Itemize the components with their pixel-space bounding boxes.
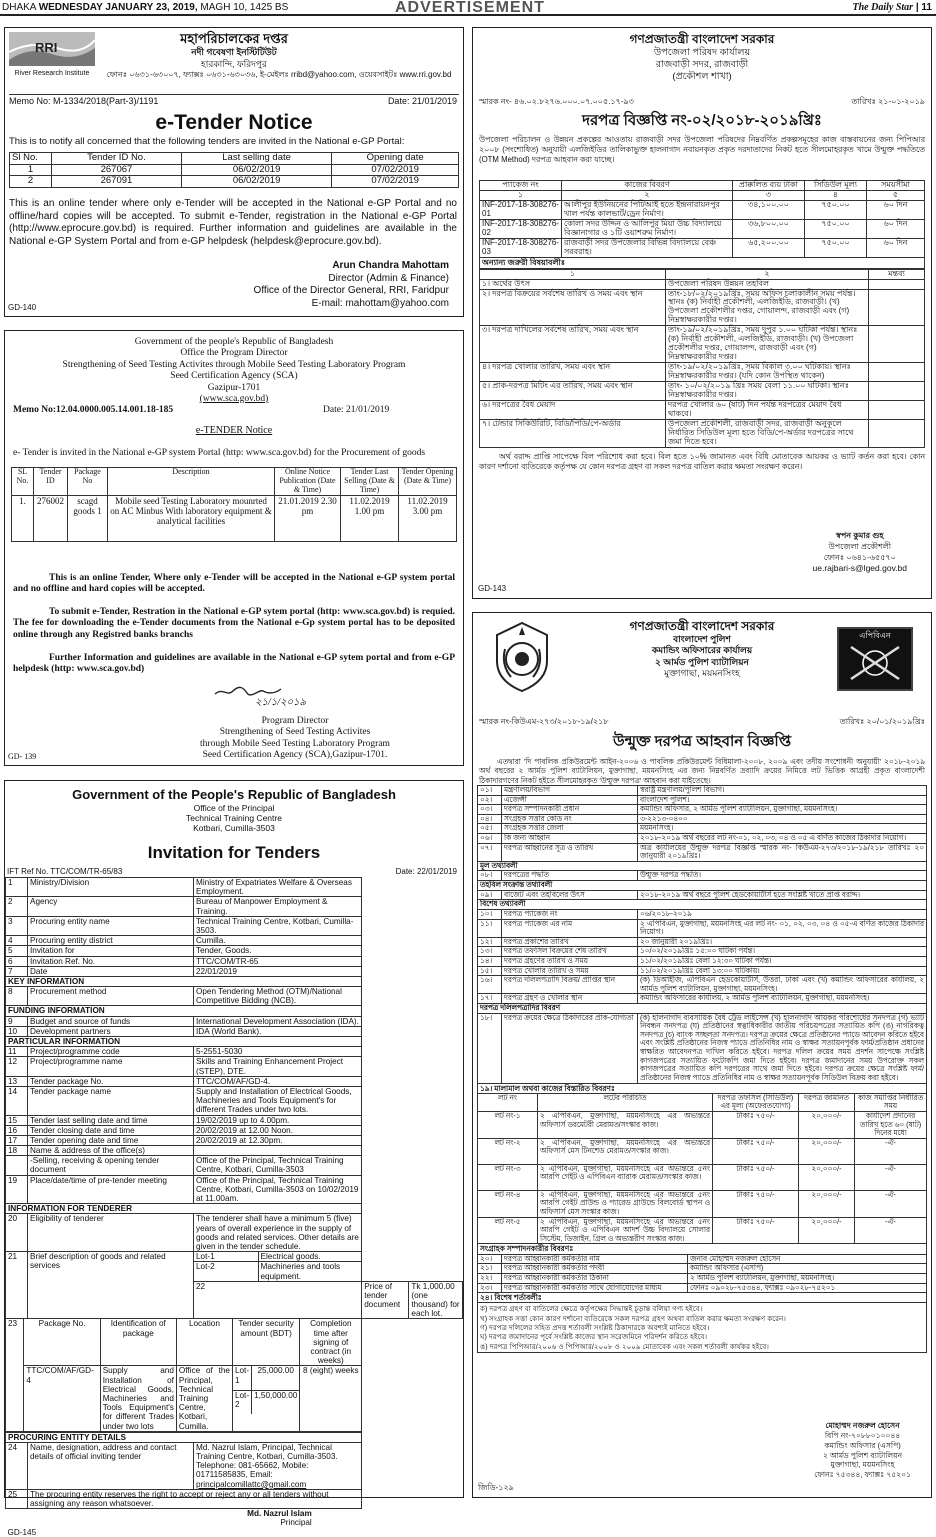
masthead-section: ADVERTISEMENT — [395, 0, 545, 16]
apbn-memo: স্মারক নং-কিউএম-২৭৩/২০১৮-১৯/২১৮ — [479, 717, 609, 726]
sca-website: (www.sca.gov.bd) — [199, 393, 269, 404]
ttc-sig-title: Principal — [280, 1518, 312, 1528]
apbn-sig6: ফোনঃ ৭৫৩৪৪, ফ্যাক্সঃ ৭৫২০১ — [814, 1470, 911, 1480]
table-row: 16 Tender closing date and time 20/02/2019 at 12.00 Noon. — [6, 1125, 463, 1135]
apbn-gd: জিডি-১২৯ — [478, 1483, 514, 1492]
lged-sig-title: উপজেলা প্রকৌশলী — [828, 541, 892, 551]
ttc-title: Invitation for Tenders — [147, 843, 321, 862]
sca-p3: Further Information and guidelines are available in the National e-GP sytem portal and from e-GP helpdesk (http: www.sca.gov.bd) — [13, 653, 455, 675]
lged-intro: উপজেলা পরিচালন ও উন্নয়ন প্রকল্পের আওতায় রাজবাড়ী সদর উপজেলা পরিষদের নিম্নবর্ণিত প্রকল্পসমূহের কাজ বাস্তবায়নের জন্য পিপিআর ২০০৮ (সংশোধিত) অনুযায়ী এলজিইডির তালিকাভুক্ত হালনাগাদ নবায়নকৃত প্রকৃত দরদাতাদের নিকট হতে সীলমোহরকৃত খামে উন্মুক্ত পদ্ধতিতে (OTM Method) দরপত্র আহবান করা যাচ্ছে। — [479, 135, 925, 165]
table-row: 1 Ministry/Division Ministry of Expatriates Welfare & Overseas Employment. — [6, 878, 463, 897]
table-row: ১১। দরপত্র প্যাকেজ এর নাম ২ এপিবিএন, মুক্তাগাছা, ময়মনসিংহ এর লট নং- ০১, ০২, ০৩, ০৪ ও ০৫-এ বর্ণিত কাজের ঠিকাদার নিয়োগ। — [478, 919, 927, 937]
sca-line1: Government of the people's Republic of Bangladesh — [134, 337, 334, 347]
table-header-row: প্যাকেজ নং কাজের বিবরণ প্রাক্কলিত ব্যয় টাকা সিডিউল মূল্য সময়সীমা — [480, 181, 925, 191]
apbn-sig5: মুক্তাগাছা, ময়মনসিংহ — [830, 1460, 895, 1470]
apbn-intro: এতদ্বারা 'দি পাবলিক প্রকিউরমেন্ট আইন-২০০৬ ও পাবলিক প্রকিউরমেন্ট বিধিমালা-২০০৮, ২০০৯ এবং তদীয় সংশোধনী অনুযায়ী' ২০১৮-২০১৯ অর্থ বছরের ২ আর্মড পুলিশ ব্যাটালিয়ন, মুক্তাগাছা, ময়মনসিংহ এর জন্য নিম্নবর্ণিত দ্রব্যাদি ক্রয়ের নিমিত্তে লট ভিত্তিক আগ্রহী প্রকৃত বাংলাদেশী ঠিকাদারগণের নিকট হইতে সীলমোহরকৃত 'উন্মুক্ত দরপত্র' আহবান করা যাইতেছে। — [479, 757, 925, 785]
table-row: 10 Development partners IDA (World Bank). — [6, 1026, 463, 1036]
section-header: PARTICULAR INFORMATION — [6, 1037, 463, 1047]
lot-row: Lot-1 25,000.00 — [233, 1366, 299, 1390]
table-row: ১৫। দরপত্র খোলার তারিখ ও সময় ১১/০২/২০১৯খ্রিঃ বেলা ১৩:০০ ঘটিকায়। — [478, 966, 927, 976]
table-row: 9 Budget and source of funds International Development Association (IDA). — [6, 1016, 463, 1026]
section-header: PROCURING ENTITY DETAILS — [6, 1432, 463, 1442]
lged-details-table — [479, 269, 925, 448]
ttc-line2: Office of the Principal — [193, 802, 275, 813]
table-row: 14 Tender package name Supply and Installation of Electrical Goods, Machineries and Tools Equipment's for different Trades under two lots. — [6, 1086, 463, 1115]
table-number-row: ১ ২ ৩ ৪ ৫ — [480, 190, 925, 200]
table-row: 24 Name, designation, address and contact details of official inviting tender Md. Nazrul Islam, Principal, Technical Training Centre, Kotbari, Cumilla-3503. Telephone: 081-65662, Mobile: 01711585835, Email: principalcomillattc@gmail.com — [6, 1442, 463, 1489]
masthead — [0, 0, 936, 16]
sca-date: Date: 21/01/2019 — [323, 405, 390, 415]
lot-row: Lot-2 1,50,000.00 — [233, 1390, 299, 1414]
sca-tender-table — [11, 467, 457, 542]
table-row: ২০। দরপত্র আহ্বানকারী কর্মকর্তার নাম জনাব মোহাম্মদ নজরুল হোসেন — [478, 1255, 927, 1264]
table-row — [6, 1319, 463, 1432]
table-row: 1 267067 06/02/2019 07/02/2019 — [10, 164, 459, 176]
table-header-row: ১ ২ মন্তব্য — [480, 269, 925, 279]
table-header-row: Sl No. Tender ID No. Last selling date Opening date — [10, 153, 459, 165]
table-row: 15 Tender last selling date and time 19/02/2019 up to 4.00pm. — [6, 1115, 463, 1125]
section-header: KEY INFORMATION — [6, 976, 463, 986]
table-row: ১৪। দরপত্র গ্রহণের তারিখ ও সময় ১১/০২/২০১৯খ্রিঃ বেলা ১২:৩০ ঘটিকা পর্যন্ত। — [478, 956, 927, 966]
table-row: ৫। প্রাক-দরপত্র মিটিং এর তারিখ, সময় এবং স্থান তাং- ১০/০২/২০১৯ খ্রিঃ সময় বেলা ১১.০০ ঘটিকা। স্থানঃ নিম্নস্বাক্ষরকারীর দপ্তর। — [480, 382, 925, 401]
table-row: 25 The procuring entity reserves the right to accept or reject any or all tenders without assigning any reason whatsoever. — [6, 1489, 463, 1508]
ttc-ref: IFT Ref No. TTC/COM/TR-65/83 — [7, 867, 123, 876]
svg-text:RRI: RRI — [35, 40, 58, 55]
table-row: 13 Tender package No. TTC/COM/AF/GD-4. — [6, 1076, 463, 1086]
table-row: ২৩। দরপত্র আহ্বানকারী কর্মকর্তার সাথে যোগাযোগের মাধ্যম ফোনঃ ০৯০২৮-৭৫৩৪৪, ফ্যাক্সঃ ০৯০২৮-৭৫২০১ — [478, 1283, 927, 1293]
ttc-date: Date: 22/01/2019 — [395, 867, 457, 876]
table-row: ১২। দরপত্র প্রকাশের তারিখ ২০ জানুয়ারী ২০১৯খ্রিঃ। — [478, 937, 927, 947]
rri-sub2: হারকান্দি, ফরিদপুর — [201, 58, 267, 69]
apbn-lot-table — [477, 1094, 927, 1245]
rri-date: Date: 21/01/2019 — [387, 96, 457, 106]
rri-sig-title: Director (Admin & Finance) — [328, 272, 449, 284]
table-row: লট নং-৩ ২ এপিবিএন, মুক্তাগাছা, ময়মনসিংহে এর অভ্যন্তরে ৫নং আরপি গেইট ও এপিবিএন ব্যারাক মেরামত/সংস্কার কাজ। টাকাঃ ৭৫০/- ২০,০০০/- -ঐ- — [478, 1164, 927, 1190]
table-row: 4 Procuring entity district Cumilla. — [6, 936, 463, 946]
lged-notice — [472, 27, 932, 599]
apbn-sig2: বিপি নং-৭০৮৮০১০০৪৪ — [824, 1430, 901, 1440]
apbn-h1: গণপ্রজাতন্ত্রী বাংলাদেশ সরকার — [629, 619, 775, 633]
table-row: ০৮। দরপত্রের পদ্ধতি উন্মুক্ত দরপত্র পদ্ধতি। — [478, 871, 927, 881]
lged-h4: (প্রকৌশল শাখা) — [672, 70, 732, 82]
lged-note: অর্থ বরাদ্দ প্রাপ্তি সাপেক্ষে বিল পরিশোধ করা হবে। বিল হতে ১০% জামানত এবং বিধি মোতাবেক আয়কর ও ভ্যাট কর্তন করা হবে। কোন কারণ দর্শানো ব্যতিরেকে কর্তৃপক্ষ যে কোন দরপত্র গ্রহণ বা সকল দরপত্র বাতিল করার ক্ষমতা সংরক্ষণ করেন। — [479, 451, 925, 471]
section-header: INFORMATION FOR TENDERER — [6, 1204, 463, 1214]
section-header: মূল তথ্যাবলী — [478, 861, 927, 871]
sca-intro: e- Tender is invited in the National e-GP system Portal (http: www.sca.gov.bd) for the Procurement of goods — [13, 448, 426, 458]
rri-intro: This is to notify all concerned that the following tenders are invited in the National e-GP Portal: — [9, 136, 405, 147]
sca-title: e-TENDER Notice — [195, 425, 273, 436]
rri-gd: GD-140 — [8, 303, 37, 313]
rri-memo: Memo No: M-1334/2018(Part-3)/1191 — [9, 96, 159, 106]
table-header-row: লট নং লটের পরিচিতি দরপত্র তফসিল (সিডিউল) এর মূল্য (অফেরতযোগ্য) দরপত্র জামানত কাজ সমাপ্তির নির্ধারিত সময় — [478, 1094, 927, 1112]
table-row: 3 Procuring entity name Technical Training Centre, Kotbari, Cumilla-3503. — [6, 916, 463, 935]
table-row: ২১। দরপত্র আহ্বানকারী কর্মকর্তার পদবী কমান্ডিং অফিসার (এসপি) — [478, 1264, 927, 1274]
table-row: ১৬। দরপত্র দলিলপত্রাদি বিক্রয়/ প্রাপ্তির স্থান (ক) ডিআইজি, এপিবিএন হেডকোয়ার্টার্স, উত্তরা, ঢাকা এবং (খ) কমান্ডিং অফিসারের কার্যালয়, ২ আর্মড পুলিশ ব্যাটালিয়ন, মুক্তাগাছা, ময়মনসিংহ। — [478, 976, 927, 994]
lged-sig-email: ue.rajbari-s@lged.gov.bd — [812, 563, 907, 574]
table-row: 21 Brief description of goods and related services Lot-1 Electrical goods. Lot-2 Machineries and tools equipment. — [6, 1252, 463, 1282]
masthead-date: DHAKA WEDNESDAY JANUARY 23, 2019, MAGH 10, 1425 BS — [2, 2, 289, 13]
lged-sig-name: স্বপন কুমার গুহ — [835, 531, 884, 540]
rri-sub1: নদী গবেষণা ইনস্টিটিউট — [191, 47, 277, 58]
section-header: দরপত্র দলিলপত্রাদির বিবরণ — [478, 1004, 927, 1014]
table-row: ২২। দরপত্র আহ্বানকারী কর্মকর্তার ঠিকানা ২ আর্মড পুলিশ ব্যাটালিয়ন, মুক্তাগাছা, ময়মনসিংহ। — [478, 1273, 927, 1283]
apbn-h4: ২ আর্মড পুলিশ ব্যাটালিয়ন — [655, 656, 749, 667]
table-row: TTC/COM/AF/GD-4 Supply and Installation of Electrical Goods, Machineries and Tools Equipment's for different Trades under two lots Office of the Principal, Technical Training Centre, Kotbari, Cumilla. Lot-1 25,000.00 Lot-2 1,50,000.00 8 (eight) weeks — [6, 1366, 361, 1431]
condition-item: ক) দরপত্র গ্রহণ বা বাতিলের ক্ষেত্রে কর্তৃপক্ষের সিদ্ধান্তই চূড়ান্ত বলিয়া গণ্য হইবে। — [480, 1304, 703, 1314]
lged-package-table — [479, 180, 925, 258]
lged-h1: গণপ্রজাতন্ত্রী বাংলাদেশ সরকার — [629, 32, 775, 46]
table-row: 12 Project/programme name Skills and Training Enhancement Project (STEP), DTE. — [6, 1057, 463, 1076]
sca-sig2: Strengthening of Seed Testing Activites — [219, 727, 371, 738]
table-row: ০৬। কি জন্য আহ্বান ২০১৮-২০১৯ অর্থ বছরের লট নং-০১, ০২, ০৩, ০৪ ও ০৫ এ বর্ণিত কাজের ঠিকাদার নিয়োগ। — [478, 834, 927, 844]
table-row: ০৯। বাজেট এবং তহবিলের উৎস ২০১৮-২০১৯ অর্থ বছরে পুলিশ হেডকোয়ার্টার্স হতে সংশ্লিষ্ট খাতে প্রাপ্ত বরাদ্দ। — [478, 890, 927, 900]
lged-sig-phone: ফোনঃ ০৬৪১-৬৫৫৭০ — [823, 552, 896, 562]
lged-h3: রাজবাড়ী সদর, রাজবাড়ী — [655, 58, 749, 70]
section-header: তহবিল সংক্রান্ত তথ্যাবলী — [478, 881, 927, 891]
sca-p1: This is an online Tender, Where only e-Tender will be accepted in the National e-GP system portal and no offline and hard copies will be accepted. — [13, 573, 455, 595]
table-row: ১৩। দরপত্র তফসিল বিক্রয়ের শেষ তারিখ ১০/০২/২০১৯খ্রিঃ ১৫:০০ ঘটিকা পর্যন্ত। — [478, 947, 927, 957]
table-header-row: SL No. Tender ID Package No Description Online Notice Publication (Date & Time) Tender Last Selling (Date & Time) Tender Opening (Date & Time) — [12, 468, 457, 496]
apbn-section-contact: সংগ্রাহক সম্পাদনকারীর বিবরণঃ — [477, 1244, 927, 1254]
rri-tender-table — [9, 152, 459, 188]
sca-line4: Seed Certification Agency (SCA) — [170, 371, 298, 382]
ttc-invitation — [4, 780, 464, 1537]
sca-sig3: through Mobile Seed Testing Laboratory Program — [200, 738, 390, 749]
lot-row: Lot-1 Electrical goods. — [194, 1252, 361, 1262]
apbn-section-cond: ২৪। বিশেষ শর্তাবলীঃ — [477, 1293, 927, 1303]
ttc-gd: GD-145 — [7, 1527, 37, 1537]
sca-gd: GD- 139 — [8, 752, 37, 762]
lged-date: তারিখঃ ২১-০১-২০১৯ — [851, 97, 925, 106]
footer-row — [6, 1528, 463, 1537]
signature-row — [6, 1509, 463, 1528]
sca-line3: Strengthening of Seed Testing Activites through Mobile Seed Testing Laboratory Program — [62, 359, 406, 370]
table-row: ১৮। দরপত্র ক্রয়ের ক্ষেত্রে ঠিকাদারের প্রাক-যোগ্যতা (ক) হালনাগাদ ব্যবসায়িক বৈধ ট্রেড লাইসেন্স (খ) হালনাগাদ আয়কর পরিশোধের সনদপত্র (গ) ভ্যাট নিবন্ধন সনদপত্র (ঘ) প্রতিষ্ঠানের স্বত্বাধিকারীর জাতীয় পরিচয়পত্রের সত্যায়িত কপি (ঙ) নাগরিকত্ব সনদপত্র (চ) ব্যাংক সচ্ছলতা সনদপত্র। দরপত্র ক্রয়ের ক্ষেত্রে প্রতিষ্ঠানের প্যাডে আবেদন করিতে হইবে এবং সংশ্লিষ্ট প্রতিষ্ঠানের নিজস্ব প্যাডে প্রতিনিধির নাম ও স্বাক্ষর সত্যায়নপূর্বক ফার্ম/প্রতিষ্ঠান প্রধানের স্বাক্ষরিত আবেদনপত্র দাখিল করিতে হইবে। দরপত্র দলিল ক্রয়ের সময় প্রদর্শন সাপেক্ষে সংশ্লিষ্ট কাগজপত্রের সত্যায়িত ফটোকপি জমা দিতে হইবে। দরপত্র জমাদানের সময় উপরোক্ত সকল কাগজপত্রের সত্যায়িত কপি দরপত্রের সাথে জমা দিতে হইবে। দরপত্র ক্রয়ের ক্ষেত্রে সংশ্লিষ্ট ফার্ম/প্রতিষ্ঠানের নিজস্ব প্যাডে প্রতিনিধির নাম ও স্বাক্ষর সত্যায়নপূর্বক সিডিউল বিক্রয় করা হইবে। — [478, 1013, 927, 1083]
lged-section-other: অন্যান্য জরুরী বিষয়াবলীঃ — [479, 258, 925, 269]
rri-contact: ফোনঃ ০৬৩১-৬৩০০৭, ফ্যাক্সঃ ০৬৩১-৬৩০৩৬, ই-মেইলঃ rribd@yahoo.com, ওয়েবসাইটঃ www.rri.gov.bd — [106, 69, 452, 79]
table-row: ১। অর্থের উৎস উপজেলা পরিষদ উন্নয়ন তহবিল — [480, 279, 925, 289]
table-header-row: 23 Package No. Identification of package Location Tender security amount (BDT) Completion time after signing of contract (in weeks) — [6, 1319, 361, 1365]
apbn-h5: মুক্তাগাছা, ময়মনসিংহ — [664, 667, 740, 678]
ttc-line1: Government of the People's Republic of Bangladesh — [72, 787, 396, 802]
masthead-paper: The Daily Star | 11 — [852, 2, 932, 13]
table-row: ০৩। দরপত্র সম্পাদনকারী প্রধান কমান্ডিং অফিসার, ২ আর্মড পুলিশ ব্যাটালিয়ন, মুক্তাগাছা, ময়মনসিংহ। — [478, 805, 927, 815]
table-row: ০১। মন্ত্রণালয়/বিভাগ স্বরাষ্ট্র মন্ত্রণালয়/পুলিশ বিভাগ। — [478, 786, 927, 796]
table-row: 5 Invitation for Tender, Goods. — [6, 946, 463, 956]
rri-sig-name: Arun Chandra Mahottam — [332, 260, 449, 271]
lged-h2: উপজেলা পরিষদ কার্যালয় — [653, 47, 751, 58]
section-header: FUNDING INFORMATION — [6, 1006, 463, 1016]
apbn-notice — [472, 612, 932, 1498]
rri-notice — [4, 27, 464, 317]
table-row: 20 Eligibility of tenderer The tenderer shall have a minimum 5 (five) years of overall experience in the supply of goods and related services. Other details are given in the tender schedule. — [6, 1214, 463, 1252]
section-header: বিশেষ তথ্যাবলী — [478, 900, 927, 910]
rri-body: This is an online tender where only e-Tender will be accepted in the National e-GP Portal and no offline/hard copies will be accepted. To submit e-Tender, registration in the National e-GP Portal (http://www.eprocure.gov.bd) is required. Further information and guidelines are available in the National e-GP System Portal and from e-GP helpdesk (helpdesk@eprocure.gov.bd). — [9, 198, 457, 247]
table-row: লট নং-১ ২ এপিবিএন, মুক্তাগাছা, ময়মনসিংহে এর অভ্যন্তরে অফিসার্স ডরমেটরী মেরামত/সংস্কার কাজ। টাকাঃ ৭৫০/- ২০,০০০/- কার্যাদেশ প্রদানের তারিখ হতে ৬০ (ষাট) দিনের মধ্যে — [478, 1111, 927, 1138]
table-row: 18 Name & address of the office(s) — [6, 1146, 463, 1156]
condition-item: ঘ) দরপত্র জমাদানের পূর্বে সংশ্লিষ্ট কাজের স্থান সরেজমিনে পরিদর্শন করিতে হইবে। — [480, 1332, 708, 1342]
apbn-contact-table — [477, 1255, 927, 1293]
table-row: 6 Invitation Ref. No. TTC/COM/TR-65 — [6, 956, 463, 966]
ttc-line3: Technical Training Centre — [186, 812, 282, 823]
table-row: -Selling, receiving & opening tender document Office of the Principal, Technical Training Centre, Kotbari, Cumilla-3503 — [6, 1156, 463, 1175]
apbn-lot-intro: ১৯। মালামাল অথবা কাজের বিস্তারিত বিবরণঃ — [477, 1084, 927, 1094]
table-row: 2 Agency Bureau of Manpower Employment & Training. — [6, 897, 463, 916]
table-row: 2 267091 06/02/2019 07/02/2019 — [10, 176, 459, 188]
sca-sig-date: ২১/১/২০১৯ — [255, 697, 307, 708]
table-row: ০৭। দরপত্র আহ্বানের সূত্র ও তারিখ অত্র কার্যালয়ের উন্মুক্ত দরপত্র বিজ্ঞপ্তি স্মারক নং- কিউএম-২৭৩/২০১৮-১৯/২১৮ তারিখঃ ২০ জানুয়ারী ২০১৯খ্রিঃ। — [478, 843, 927, 861]
sca-line2: Office the Program Director — [180, 348, 288, 359]
apbn-h3: কমান্ডিং অফিসারের কার্যালয় — [651, 645, 753, 656]
table-row: 11 Project/programme code 5-2551-5030 — [6, 1047, 463, 1057]
sca-sig4: Seed Certification Agency (SCA),Gazipur-1701. — [202, 750, 388, 761]
condition-item: গ) দরপত্র দলিলের সহিত প্রদত্ত শর্তাবলী সংশ্লিষ্ট ঠিকাদারকে অবশ্যই মানিতে হইবে। — [480, 1323, 710, 1333]
apbn-info-table — [477, 785, 927, 1084]
ttc-line4: Kotbari, Cumilla-3503 — [193, 822, 275, 833]
apbn-h2: বাংলাদেশ পুলিশ — [673, 634, 731, 644]
lged-memo: স্মারক নং- ৪৬.০২.৮২৭৬.০০০.০৭.০০৫.১৭-৯৩ — [479, 97, 634, 106]
apbn-badge-label: এপিবিএন — [859, 631, 891, 640]
apbn-title: উন্মুক্ত দরপত্র আহবান বিজ্ঞপ্তি — [612, 733, 792, 750]
condition-item: ঙ) দরপত্র পিপিআর/২০০৬ ও পিপিআর/২০০৮ ও ২০০৯ মোতাবেক এবং সকল শর্তাবলী কার্যকর হইবে। — [480, 1341, 769, 1351]
rri-header: মহাপরিচালকের দপ্তর — [180, 31, 288, 46]
table-row: ৪। দরপত্র খোলার তারিখ, সময় এবং স্থান তাং-১৯/০২/২০১৯খ্রিঃ, সময় বিকাল ৩.০০ ঘটিকায়। স্থানঃ নিম্নস্বাক্ষরকারীর দপ্তর। (যদি কোন উপস্থিত থাকেন) — [480, 363, 925, 382]
sca-notice — [4, 330, 464, 766]
table-row: INF-2017-18-308276-03 রাজবাড়ী সদর উপজেলার বিভিন্ন বিদ্যালয়ে বেঞ্চ সরবরাহ। ৬৫,২০০.০০ ৭৫০.০০ ৬০ দিন — [480, 238, 925, 257]
apbn-sig3: কমান্ডিং অফিসার (এসপি) — [824, 1440, 901, 1450]
table-row: লট নং-৫ ২ এপিবিএন, মুক্তাগাছা, ময়মনসিংহে এর অভ্যন্তরে ৫নং আরপি গেইট ও এপিবিএন আদর্শ উচ্চ বিদ্যালয়ে সোলার সিস্টেম, ডিজাইন, গ্রিল ও অভ্যন্তরীণ সংস্কার কাজ। টাকাঃ ৭৫০/- ২০,০০০/- -ঐ- — [478, 1217, 927, 1244]
apbn-date: তারিখঃ ২০/০১/২০১৯খ্রিঃ — [839, 717, 925, 726]
table-row: INF-2017-18-308276-01 আলীপুর ইউনিয়নের পিটিআই হতে ইন্দ্রনারায়নপুর খাল পর্যন্ত কালভার্ট/ড্রেন নির্মাণ। ৩৪,১০০.০০ ৭৫০.০০ ৬০ দিন — [480, 200, 925, 219]
sca-p2: To submit e-Tender, Restration in the National e-GP sytem portal (http: www.sca.gov.bd) is requied. The fee for downloading the e-Tender documents from the National e-Gp system portal has to be deposited online through any Registred banks branchs — [13, 607, 455, 640]
table-row: ৬। দরপত্রের বৈধ মেয়াদ দরপত্র খোলার ৬০ (ষাট) দিন পর্যন্ত দরপত্রের মেয়াদ বৈধ থাকবে। — [480, 400, 925, 419]
lged-title: দরপত্র বিজ্ঞপ্তি নং-০২/২০১৮-২০১৯খ্রিঃ — [582, 112, 822, 129]
table-row: INF-2017-18-308276-02 কোলা সদর উদ্দিন ও আলিপুর মিয়া উচ্চ বিদ্যালয়ে বিজ্ঞানাগার ও ১টি ওয়াশরুম নির্মাণ। ৩৬,৮০০.০০ ৭৫০.০০ ৬০ দিন — [480, 219, 925, 238]
sca-line5: Gazipur-1701 — [207, 382, 261, 393]
apbn-sig-name: মোহাম্মদ নজরুল হোসেন — [825, 1421, 900, 1430]
rri-sig-office: Office of the Director General, RRI, Faridpur — [253, 285, 449, 296]
sca-sig1: Program Director — [261, 716, 329, 726]
table-row: ০৪। সংগ্রহক সত্তার কোড নং ৩-২২১৩-০৪০০ — [478, 814, 927, 824]
table-row: ০৫। সংগ্রহক সত্তার জেলা ময়মনসিংহ। — [478, 824, 927, 834]
table-row: লট নং-২ ২ এপিবিএন, মুক্তাগাছা, ময়মনসিংহে এর অভ্যন্তরে অফিসার্স মেস টিনশেড মেরামত/সংস্কার কাজ। টাকাঃ ৭৫০/- ২০,০০০/- -ঐ- — [478, 1138, 927, 1164]
sca-memo: Memo No:12.04.0000.005.14.001.18-185 — [13, 405, 174, 415]
apbn-sig4: ২ আর্মড পুলিশ ব্যাটালিয়ন — [823, 1450, 903, 1460]
condition-item: খ) সংগ্রাহক সত্তা কোন কারণ দর্শানো ব্যতিরেকে সকল দরপত্র গ্রহণ অথবা বাতিল করার ক্ষমতা সংরক্ষণ করেন। — [480, 1313, 786, 1323]
email-link[interactable]: principalcomillattc@gmail.com — [196, 1479, 307, 1489]
lged-gd: GD-143 — [478, 584, 507, 593]
rri-title: e-Tender Notice — [155, 111, 313, 134]
table-row: ৩। দরপত্র দাখিলের সর্বশেষ তারিখ, সময় এবং স্থান তাং-১৯/০২/২০১৯খ্রিঃ, সময় দুপুর ১.০০ ঘটিকা পর্যন্ত। স্থানঃ (ক) নির্বাহী প্রকৌশলী, এলজিইডি, রাজবাড়ী। (খ) উপজেলা প্রকৌশলীর দপ্তর, গোয়ালন্দ, রাজবাড়ী এবং (গ) নিম্নস্বাক্ষরকারীর দপ্তর। — [480, 326, 925, 363]
table-row: লট নং-৪ ২ এপিবিএন, মুক্তাগাছা, ময়মনসিংহে এর অভ্যন্তরে ৫নং আরপি গেইট প্রাউন্ড ও প্যারেড গ্রাউন্ডে বিলবোর্ড স্থাপন ও অফিসার্স মেস সংস্কার কাজ। টাকাঃ ৭৫০/- ২০,০০০/- -ঐ- — [478, 1190, 927, 1217]
table-row: ২। দরপত্র বিক্রয়ের সর্বশেষ তারিখ ও সময় এবং স্থান তাং-১৮/০২/২০১৯খ্রিঃ, সময় অফিস চলাকালীন সময় পর্যন্ত। স্থানঃ (ক) নির্বাহী প্রকৌশলী, এলজিইডি, রাজবাড়ী। (খ) উপজেলা প্রকৌশলীর দপ্তর, গোয়ালন্দ, রাজবাড়ী এবং (গ) নিম্নস্বাক্ষরকারীর দপ্তর। — [480, 289, 925, 326]
ttc-sig-name: Md. Nazrul Islam — [247, 1509, 312, 1519]
table-row: ০২। এজেন্সী বাংলাদেশ পুলিশ। — [478, 795, 927, 805]
table-row: 22 Price of tender document Tk 1,000.00 (one thousand) for each lot. — [6, 1281, 463, 1319]
rri-sig-email: E-mail: mahottam@yahoo.com — [311, 297, 449, 309]
table-row: ১০। দরপত্র প্যাকেজ নং ০৬/২০১৮-২০১৯ — [478, 909, 927, 919]
table-row: ১৭। দরপত্র গ্রহণ ও খোলার স্থান কমান্ডিং অফিসারের কার্যালয়, ২ আর্মড পুলিশ ব্যাটালিয়ন, মুক্তাগাছা, ময়মনসিংহ। — [478, 994, 927, 1004]
table-row: ৭। টেন্ডার সিকিউরিটি, বিডি/পিডি/পে-অর্ডার উপজেলা প্রকৌশলী, রাজবাড়ী সদর, রাজবাড়ী অনুকূলে নির্ধারিত সিডিউল মূল্য হতে বিডি/পে-অর্ডার দরপত্রের সাথে জমা দিতে হবে। — [480, 419, 925, 447]
table-row: 7 Date 22/01/2019 — [6, 966, 463, 976]
table-row: 19 Place/date/time of pre-tender meeting Office of the Principal, Technical Training Centre, Kotbari, Cumilla-3503 on 10/02/2019 at 11.00am. — [6, 1175, 463, 1204]
table-row: 17 Tender opening date and time 20/02/2019 at 12.30pm. — [6, 1135, 463, 1145]
apbn-conditions — [477, 1303, 927, 1353]
rri-logo-caption: River Research Institute — [14, 69, 90, 77]
lot-row: Lot-2 Machineries and tools equipment. — [194, 1262, 361, 1281]
table-row: 8 Procurement method Open Tendering Method (OTM)/National Competitive Bidding (NCB). — [6, 987, 463, 1006]
table-row: 1. 276002 scagd goods 1 Mobile seed Testing Laboratory mounrted on AC Minbus With laboratory equipment & analytical facilities 21.01.2019 2.30 pm 11.02.2019 1.00 pm 11.02.2019 3.00 pm — [12, 495, 457, 541]
ttc-info-table — [5, 877, 463, 1537]
